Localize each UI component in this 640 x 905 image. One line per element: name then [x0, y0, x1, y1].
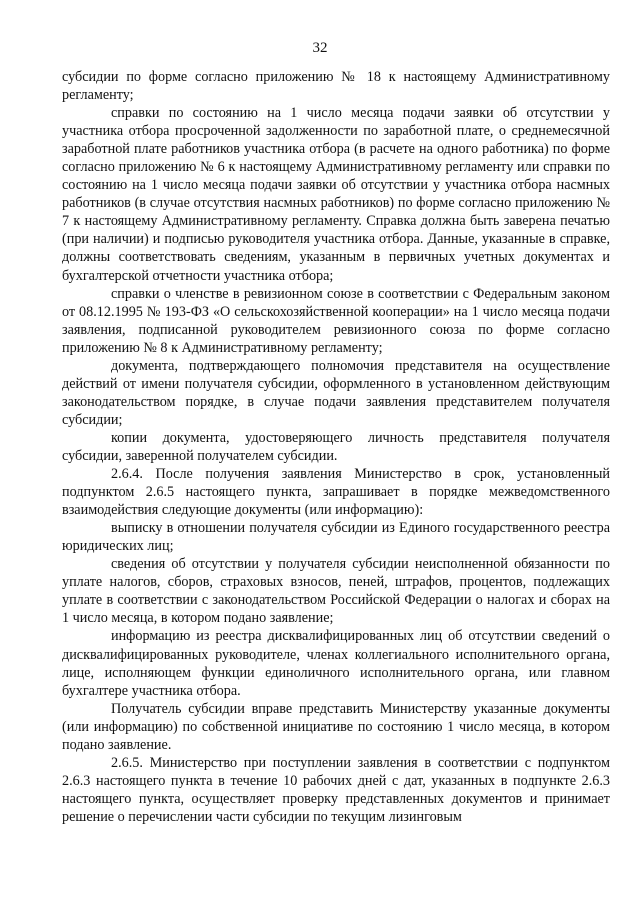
paragraph-representative-authority: документа, подтверждающего полномочия представителя на осуществление действий от имени получателя субсидии, оформленного в установленном действующим законодательством порядке, в случае подачи заявления представителем получателя субсидии;	[62, 357, 610, 428]
document-body	[62, 68, 610, 826]
paragraph-own-initiative: Получатель субсидии вправе представить Министерству указанные документы (или информацию) по собственной инициативе по состоянию 1 число месяца, в котором подано заявление.	[62, 700, 610, 753]
paragraph-identity-document-copy: копии документа, удостоверяющего личность представителя получателя субсидии, заверенной получателем субсидии.	[62, 429, 610, 464]
paragraph-disqualified-persons: информацию из реестра дисквалифицированных лиц об отсутствии сведений о дисквалифицированных руководителе, членах коллегиального исполнительного органа, лице, исполняющем функции единоличного исполнительного органа, или главном бухгалтере участника отбора.	[62, 628, 610, 699]
paragraph-clause-2-6-5: 2.6.5. Министерство при поступлении заявления в соответствии с подпунктом 2.6.3 настоящего пункта в течение 10 рабочих дней с дат, указанных в подпункте 2.6.3 настоящего пункта, осуществляет проверку представленных документов и принимает решение о перечислении части субсидии по текущим лизинговым	[62, 754, 610, 825]
paragraph-audit-union-certificate: справки о членстве в ревизионном союзе в соответствии с Федеральным законом от 08.12.1995 № 193-ФЗ «О сельскохозяйственной кооперации» на 1 число месяца подачи заявления, подписанной руководителем ревизионного союза по форме согласно приложению № 8 к Административному регламенту;	[62, 285, 610, 356]
paragraph-tax-obligations: сведения об отсутствии у получателя субсидии неисполненной обязанности по уплате налогов, сборов, страховых взносов, пеней, штрафов, процентов, подлежащих уплате в соответствии с законодательством Российской Федерации о налогах и сборах на 1 число месяца, в котором подано заявление;	[62, 556, 610, 627]
page-number: 32	[312, 40, 328, 56]
paragraph-salary-certificate: справки по состоянию на 1 число месяца подачи заявки об отсутствии у участника отбора просроченной задолженности по заработной плате, о среднемесячной заработной плате работников участника отбора (в расчете на одного работника) по форме согласно приложению № 6 к настоящему Административному регламенту или справки по состоянию на 1 число месяца подачи заявки об отсутствии у участника отбора насмных работников (в случае отсутствия насмных работников) по форме согласно приложению № 7 к настоящему Административному регламенту. Справка должна быть заверена печатью (при наличии) и подписью руководителя участника отбора. Данные, указанные в справке, должны соответствовать сведениям, указанным в первичных учетных документах и бухгалтерской отчетности участника отбора;	[62, 105, 610, 284]
paragraph-clause-2-6-4: 2.6.4. После получения заявления Министерство в срок, установленный подпунктом 2.6.5 настоящего пункта, запрашивает в порядке межведомственного взаимодействия следующие документы (или информацию):	[62, 466, 610, 519]
paragraph-registry-extract: выписку в отношении получателя субсидии из Единого государственного реестра юридических лиц;	[62, 520, 610, 555]
paragraph-subsidy-form-continuation: субсидии по форме согласно приложению № 18 к настоящему Административному регламенту;	[62, 69, 610, 104]
